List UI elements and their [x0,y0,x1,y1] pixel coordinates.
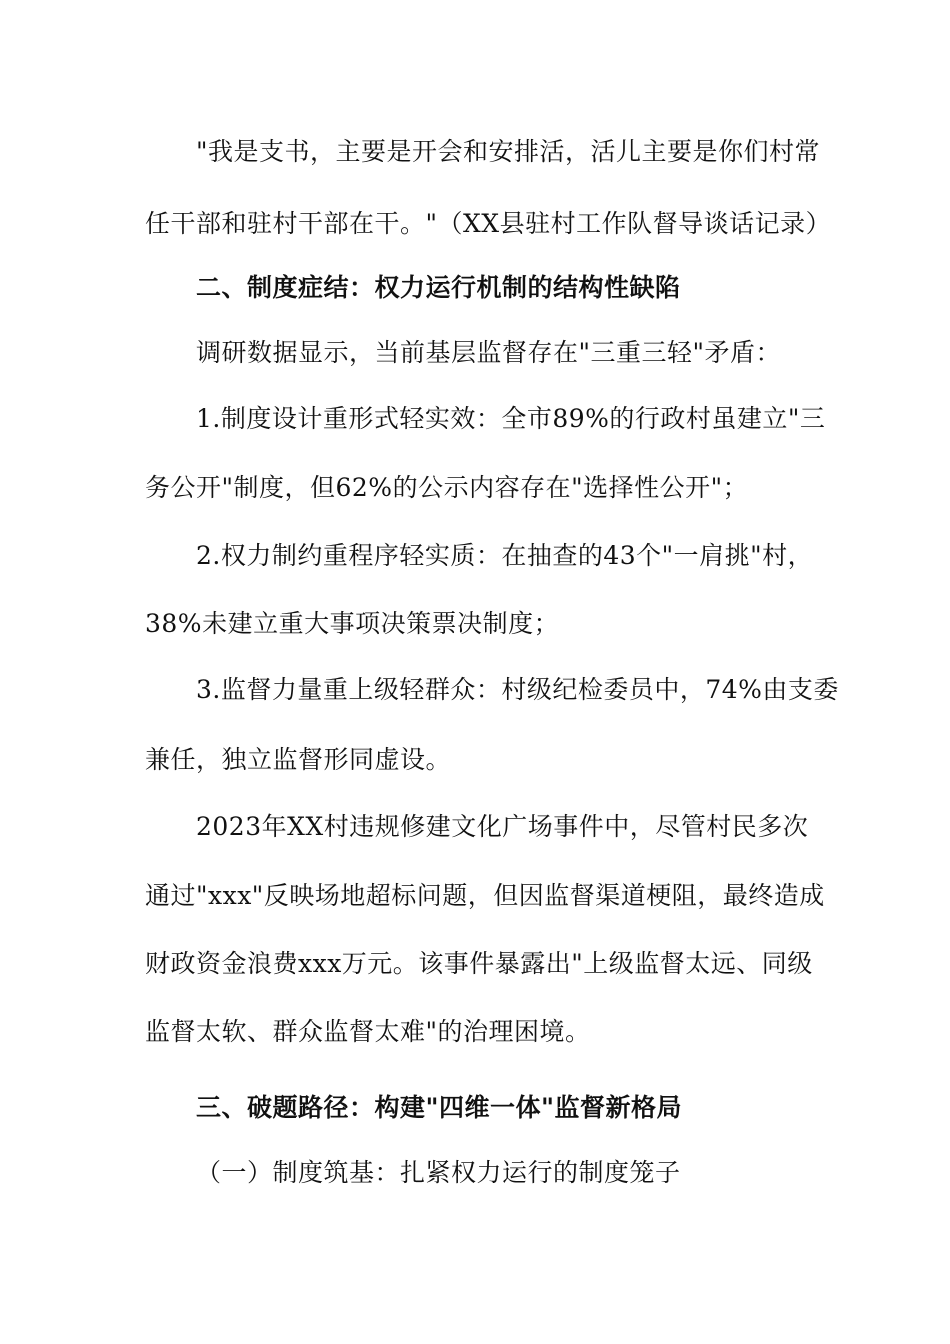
case-paragraph-line-1: 2023年XX村违规修建文化广场事件中，尽管村民多次 [196,812,809,841]
list-item-2-line-1: 2.权力制约重程序轻实质：在抽查的43个"一肩挑"村， [196,541,814,570]
section-heading-2: 二、制度症结：权力运行机制的结构性缺陷 [196,273,681,302]
paragraph-intro: 调研数据显示，当前基层监督存在"三重三轻"矛盾： [196,338,782,367]
list-item-1-line-1: 1.制度设计重形式轻实效：全市89%的行政村虽建立"三 [196,404,826,433]
section-heading-3: 三、破题路径：构建"四维一体"监督新格局 [196,1093,683,1122]
list-item-3-line-2: 兼任，独立监督形同虚设。 [145,745,452,774]
case-paragraph-line-3: 财政资金浪费xxx万元。该事件暴露出"上级监督太远、同级 [145,949,813,978]
list-item-2-line-2: 38%未建立重大事项决策票决制度； [145,609,560,638]
quote-line-2: 任干部和驻村干部在干。"（XX县驻村工作队督导谈话记录） [145,209,832,238]
quote-line-1: "我是支书，主要是开会和安排活，活儿主要是你们村常 [196,137,821,166]
case-paragraph-line-4: 监督太软、群众监督太难"的治理困境。 [145,1017,591,1046]
list-item-3-line-1: 3.监督力量重上级轻群众：村级纪检委员中，74%由支委 [196,675,839,704]
case-paragraph-line-2: 通过"xxx"反映场地超标问题，但因监督渠道梗阻，最终造成 [145,881,825,910]
list-item-1-line-2: 务公开"制度，但62%的公示内容存在"选择性公开"； [145,473,749,502]
subsection-heading-1: （一）制度筑基：扎紧权力运行的制度笼子 [196,1158,681,1187]
